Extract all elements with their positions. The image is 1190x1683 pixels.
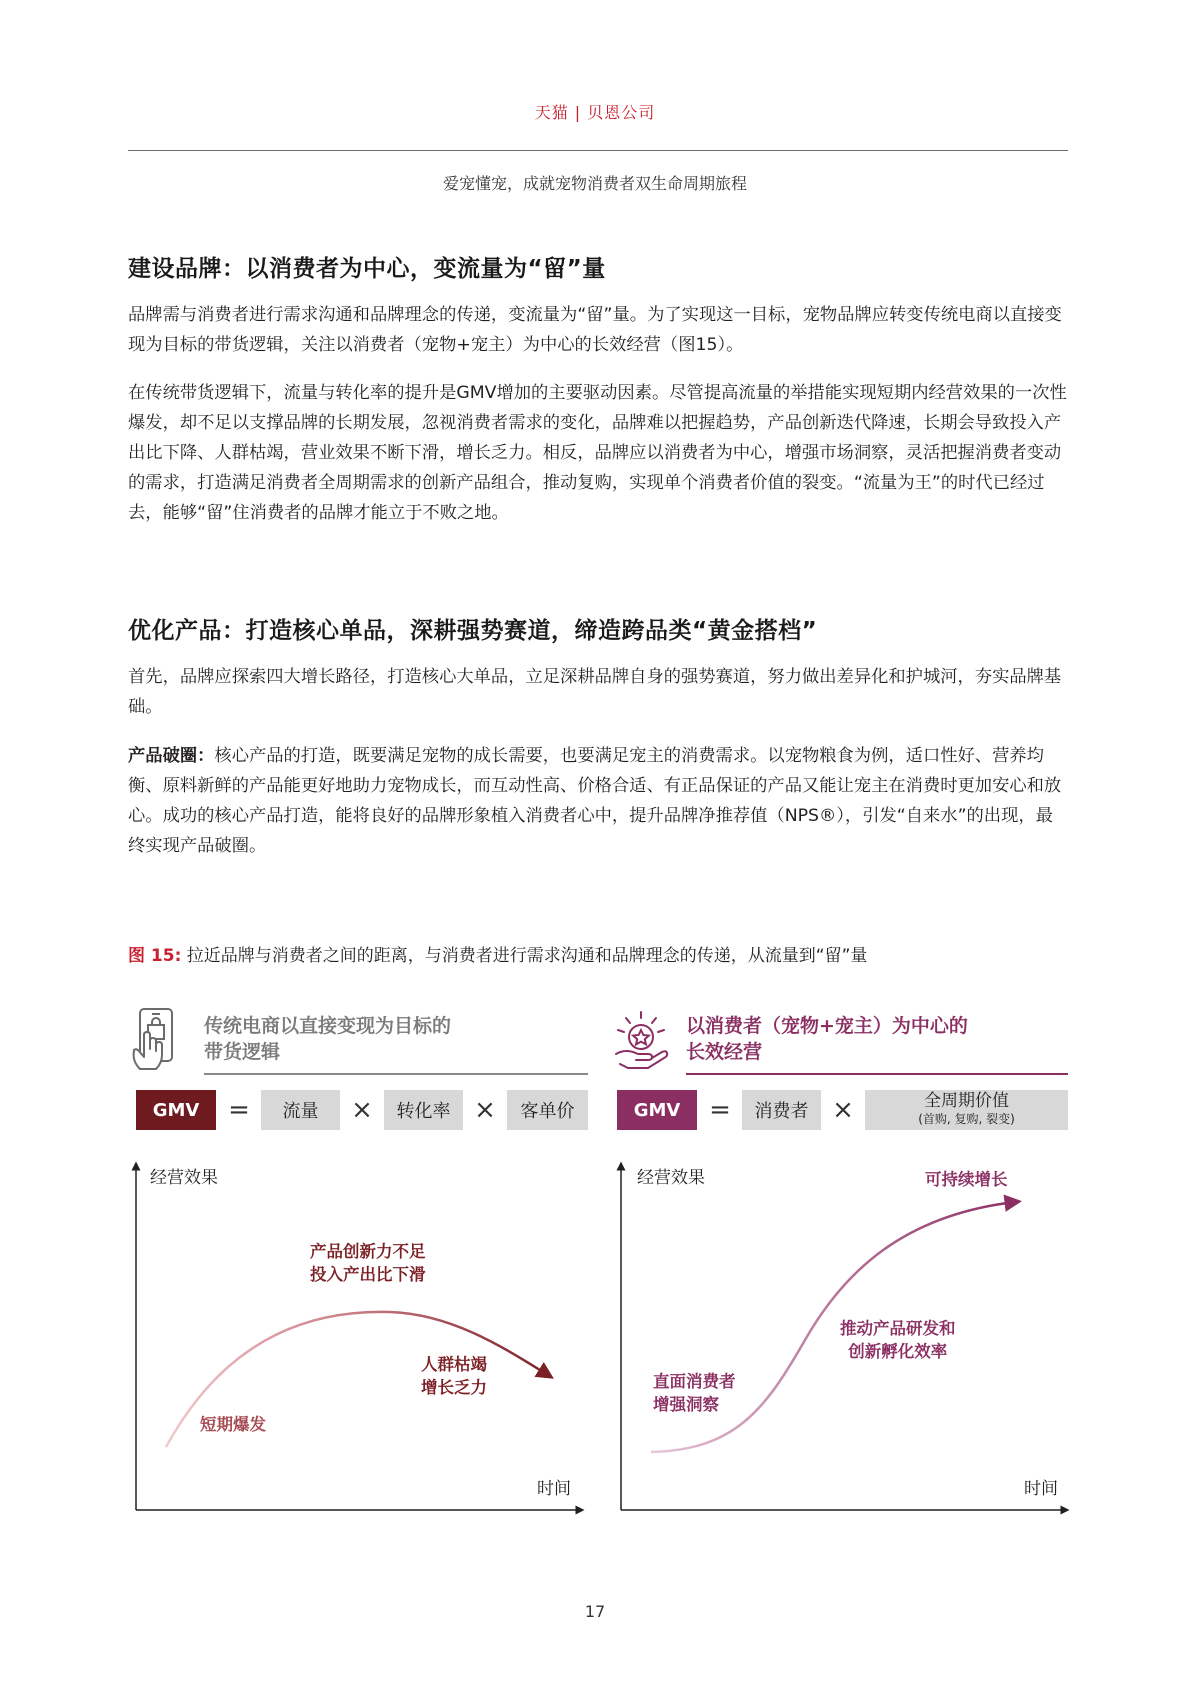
left-annotation-decline — [421, 1353, 487, 1399]
annotation-line: 投入产出比下滑 — [310, 1265, 426, 1284]
left-panel-title — [204, 1013, 451, 1065]
phone-shopping-icon — [128, 1005, 188, 1075]
paragraph — [128, 741, 1068, 861]
paragraph-lead: 产品破圈： — [128, 746, 215, 766]
paragraph: 品牌需与消费者进行需求沟通和品牌理念的传递，变流量为“留”量。为了实现这一目标，宠物品牌应转变传统电商以直接变现为目标的带货逻辑，关注以消费者（宠物+宠主）为中心的长效经营（图15）。 — [128, 305, 1062, 355]
header-subtitle: 爱宠懂宠，成就宠物消费者双生命周期旅程 — [442, 174, 747, 193]
right-title-line1: 以消费者（宠物+宠主）为中心的 — [686, 1015, 968, 1037]
right-annotation-sustainable: 可持续增长 — [925, 1170, 1008, 1189]
right-x-axis-label: 时间 — [1024, 1479, 1058, 1499]
left-annotation-innovation — [310, 1240, 426, 1286]
equals-sign: = — [709, 1095, 731, 1125]
lifetime-value-label: 全周期价值 — [924, 1091, 1009, 1111]
times-sign: × — [474, 1095, 496, 1125]
left-y-axis-label: 经营效果 — [150, 1168, 218, 1188]
figure-caption-text: 拉近品牌与消费者之间的距离，与消费者进行需求沟通和品牌理念的传递，从流量到“留”量 — [181, 946, 868, 966]
left-x-axis-label: 时间 — [537, 1479, 571, 1499]
left-title-line2: 带货逻辑 — [204, 1041, 281, 1063]
right-panel-title — [686, 1013, 968, 1065]
right-annotation-insight — [653, 1370, 736, 1416]
star-hand-icon — [612, 1010, 670, 1072]
annotation-line: 人群枯竭 — [421, 1355, 487, 1374]
header-divider — [128, 150, 1068, 151]
left-title-line1: 传统电商以直接变现为目标的 — [204, 1015, 452, 1037]
section-heading-product: 优化产品：打造核心单品，深耕强势赛道，缔造跨品类“黄金搭档” — [128, 618, 818, 644]
left-chart-svg — [120, 1160, 590, 1520]
paragraph: 在传统带货逻辑下，流量与转化率的提升是GMV增加的主要驱动因素。尽管提高流量的举措能实现短期内经营效果的一次性爆发，却不足以支撑品牌的长期发展，忽视消费者需求的变化，品牌难以把握趋势，产品创新迭代降速，长期会导致投入产出比下降、人群枯竭，营业效果不断下滑，增长乏力。相反，品牌应以消费者为中心，增强市场洞察，灵活把握消费者变动的需求，打造满足消费者全周期需求的创新产品组合，推动复购，实现单个消费者价值的裂变。“流量为王”的时代已经过去，能够“留”住消费者的品牌才能立于不败之地。 — [128, 383, 1067, 523]
lifetime-value-sublabel: (首购, 复购, 裂变) — [918, 1112, 1015, 1126]
term-traffic: 流量 — [261, 1090, 340, 1130]
paragraph: 首先，品牌应探索四大增长路径，打造核心大单品，立足深耕品牌自身的强势赛道，努力做出差异化和护城河，夯实品牌基础。 — [128, 667, 1062, 717]
figure-label: 图 15: — [128, 946, 182, 966]
page-number: 17 — [584, 1602, 606, 1621]
gmv-box-left: GMV — [136, 1090, 216, 1130]
annotation-line: 创新孵化效率 — [848, 1342, 948, 1361]
term-conversion: 转化率 — [384, 1090, 463, 1130]
gmv-box-right: GMV — [617, 1090, 697, 1130]
left-annotation-short-burst: 短期爆发 — [200, 1415, 266, 1434]
right-title-line2: 长效经营 — [686, 1041, 763, 1063]
annotation-line: 产品创新力不足 — [310, 1242, 426, 1261]
annotation-line: 推动产品研发和 — [840, 1319, 956, 1338]
term-lifetime-value — [865, 1090, 1068, 1130]
term-consumer: 消费者 — [742, 1090, 821, 1130]
figure-caption — [128, 941, 867, 966]
paragraph-body: 核心产品的打造，既要满足宠物的成长需要，也要满足宠主的消费需求。以宠物粮食为例，适口性好、营养均衡、原料新鲜的产品能更好地助力宠物成长，而互动性高、价格合适、有正品保证的产品又能让宠主在消费时更加安心和放心。成功的核心产品打造，能将良好的品牌形象植入消费者心中，提升品牌净推荐值（NPS®），引发“自来水”的出现，最终实现产品破圈。 — [128, 746, 1062, 856]
times-sign: × — [832, 1095, 854, 1125]
times-sign: × — [351, 1095, 373, 1125]
equals-sign: = — [228, 1095, 250, 1125]
annotation-line: 直面消费者 — [653, 1372, 736, 1391]
right-title-underline — [686, 1073, 1068, 1075]
right-y-axis-label: 经营效果 — [637, 1168, 705, 1188]
annotation-line: 增强洞察 — [653, 1395, 719, 1414]
left-title-underline — [204, 1073, 588, 1075]
right-annotation-innovation — [840, 1317, 956, 1363]
header-brand: 天猫 | 贝恩公司 — [534, 103, 656, 122]
annotation-line: 增长乏力 — [421, 1378, 487, 1397]
section-heading-brand: 建设品牌：以消费者为中心，变流量为“留”量 — [128, 256, 606, 282]
term-order-value: 客单价 — [507, 1090, 588, 1130]
